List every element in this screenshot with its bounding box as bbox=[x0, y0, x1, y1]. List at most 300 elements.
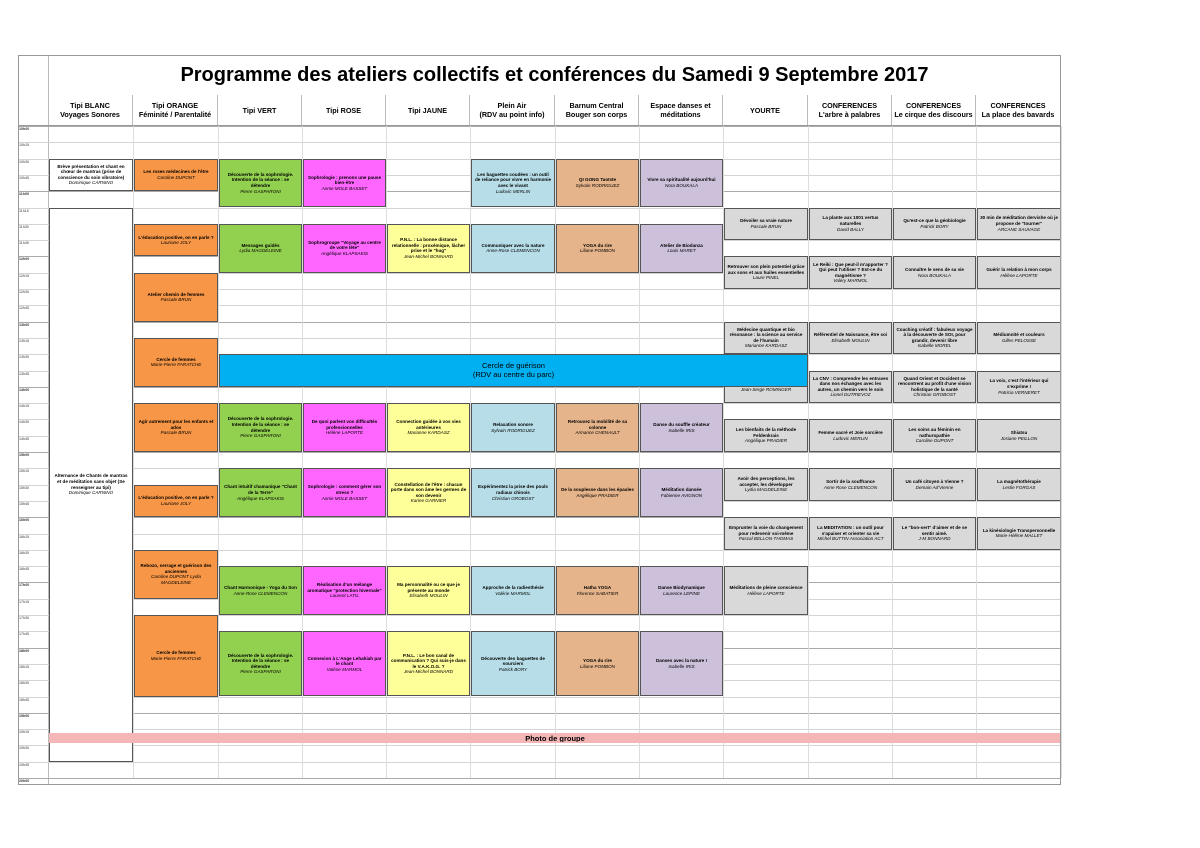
activity-title: Ma personnalité ou ce que je présente au monde bbox=[397, 582, 460, 593]
time-label: 14h30 bbox=[19, 420, 29, 425]
activity-presenter: Anne Rose CLEMENCON bbox=[823, 484, 878, 490]
time-label: 14h00 bbox=[19, 387, 30, 392]
activity-presenter: Karine GARNIER bbox=[410, 498, 447, 504]
activity-presenter: Pierre GASPARONI bbox=[240, 669, 281, 675]
activity-title: Relaxation sonore bbox=[493, 421, 533, 427]
activity-presenter: Sylvain RODRIGUEZ bbox=[575, 183, 620, 189]
healing-circle-banner[interactable] bbox=[219, 354, 808, 387]
activity-title: Chant Harmonique - Yoga du Son bbox=[224, 584, 297, 590]
activity-block[interactable] bbox=[977, 208, 1061, 241]
activity-presenter: Angélique KLAPSAKIS bbox=[321, 251, 368, 257]
activity-presenter: Leslie FORGAS bbox=[1002, 484, 1036, 490]
activity-presenter: Pascale BRUN bbox=[750, 223, 782, 229]
activity-title: La plante aux 1001 vertus naturelles bbox=[822, 215, 879, 226]
time-label: 19h15 bbox=[19, 730, 29, 735]
activity-title: QI GONG Taoïste bbox=[578, 177, 617, 183]
activity-presenter: Christian GROBOST bbox=[913, 392, 956, 398]
time-label: 10h30 bbox=[19, 159, 29, 164]
activity-block[interactable] bbox=[724, 256, 808, 289]
activity-block[interactable] bbox=[556, 631, 639, 696]
activity-block[interactable] bbox=[556, 566, 639, 615]
activity-presenter: Nora BOUKALA bbox=[918, 272, 951, 278]
column-header-line1: Barnum Central bbox=[569, 101, 624, 110]
activity-block[interactable] bbox=[134, 159, 218, 192]
column-header bbox=[892, 95, 976, 125]
activity-presenter: Lauriane JOLY bbox=[160, 500, 192, 506]
activity-block[interactable] bbox=[893, 419, 976, 452]
time-label: 16h00 bbox=[19, 518, 30, 523]
column-header bbox=[723, 95, 808, 125]
activity-presenter: Laurence LEPINE bbox=[663, 590, 700, 596]
activity-presenter: Valéry MARMOL bbox=[833, 278, 868, 284]
time-label: 12h30 bbox=[19, 290, 29, 294]
activity-presenter: Jean-Michel BONNARD bbox=[403, 253, 453, 259]
activity-presenter: Pierre GASPARONI bbox=[240, 188, 281, 194]
grid-line bbox=[18, 713, 1061, 714]
activity-title: Médiumnité et couleurs bbox=[993, 332, 1045, 338]
time-label: 19h30 bbox=[19, 746, 29, 751]
activity-presenter: Elisabeth MOULIN bbox=[831, 337, 870, 343]
time-label: 13h00 bbox=[19, 322, 30, 327]
activity-presenter: Anne-Rose CLEMENCON bbox=[233, 590, 288, 596]
activity-presenter: Michel BUTTIN Association ACT bbox=[817, 536, 884, 542]
activity-presenter: Dominique CARNINO bbox=[68, 180, 114, 186]
activity-block[interactable] bbox=[977, 322, 1061, 355]
activity-title: 30 min de méditation dervishe où je propose de "tourner" bbox=[980, 215, 1058, 226]
activity-block[interactable] bbox=[556, 224, 639, 273]
activity-title: Rebozo, serrage et guérison des anciennes bbox=[140, 563, 212, 574]
activity-block[interactable] bbox=[809, 322, 892, 355]
activity-title: Atelier chemin de femmes bbox=[147, 291, 205, 297]
activity-title: L'éducation positive, on en parle ? bbox=[138, 234, 214, 240]
activity-presenter: Valérie MARMOL bbox=[495, 590, 531, 596]
activity-presenter: Hélène LAPORTE bbox=[747, 590, 785, 596]
activity-title: Danses avec la nature ! bbox=[655, 658, 708, 664]
grid-line bbox=[18, 126, 1061, 127]
activity-title: La MEDITATION : un outil pour s'apaiser et orienter sa vie bbox=[817, 525, 884, 536]
activity-presenter: Lauriane JOLY bbox=[160, 240, 192, 246]
time-label: 10h15 bbox=[19, 143, 29, 148]
time-label: 16h15 bbox=[19, 534, 29, 539]
activity-block[interactable] bbox=[219, 224, 302, 273]
column-header-line2: L'arbre à palabres bbox=[818, 110, 881, 119]
activity-block[interactable] bbox=[219, 631, 302, 696]
activity-block[interactable] bbox=[809, 208, 892, 241]
time-label: 15h45 bbox=[19, 501, 29, 506]
time-label: 11h30 bbox=[19, 224, 29, 229]
activity-title: Réalisation d'un mélange aromatique "protection hivernale" bbox=[307, 582, 382, 593]
activity-block[interactable] bbox=[219, 468, 302, 517]
activity-block[interactable] bbox=[303, 403, 386, 452]
activity-block[interactable] bbox=[977, 517, 1061, 550]
time-label: 11h15 bbox=[19, 208, 29, 213]
column-header-line1: Espace danses et bbox=[650, 101, 711, 110]
activity-block[interactable] bbox=[387, 566, 470, 615]
activity-block[interactable] bbox=[49, 208, 133, 762]
column-header bbox=[386, 95, 470, 125]
activity-presenter: Pascale BRUN bbox=[160, 430, 192, 436]
activity-block[interactable] bbox=[387, 403, 470, 452]
activity-title: Danse Biodynamique bbox=[658, 584, 705, 590]
activity-presenter: Laurent LATIL bbox=[330, 593, 359, 599]
column-header-line2: (RDV au point info) bbox=[479, 110, 545, 119]
activity-presenter: Marianne KARDASZ bbox=[744, 343, 788, 349]
activity-presenter: Louis MARET bbox=[667, 248, 696, 254]
time-label: 19h45 bbox=[19, 762, 29, 767]
column-header-line2: La place des bavards bbox=[981, 110, 1055, 119]
activity-title: Shiatsu bbox=[1010, 430, 1028, 436]
column-header bbox=[302, 95, 386, 125]
activity-block[interactable] bbox=[49, 159, 133, 192]
column-header bbox=[555, 95, 639, 125]
activity-title: Hatha YOGA bbox=[583, 584, 612, 590]
activity-title: Sophrologie : prenons une pause bien-être bbox=[308, 174, 381, 186]
activity-block[interactable] bbox=[387, 631, 470, 696]
activity-title: Danse du souffle créateur bbox=[653, 421, 710, 427]
activity-title: Messages guidés bbox=[241, 242, 280, 248]
column-header-line1: CONFERENCES bbox=[990, 101, 1046, 110]
activity-block[interactable] bbox=[640, 631, 723, 696]
activity-title: Chant intuitif chamanique "Chant de la Terre" bbox=[224, 484, 297, 495]
time-label: 13h15 bbox=[19, 338, 29, 343]
activity-block[interactable] bbox=[893, 208, 976, 241]
activity-block[interactable] bbox=[471, 403, 555, 452]
activity-block[interactable] bbox=[219, 566, 302, 615]
time-label: 12h00 bbox=[19, 257, 30, 262]
activity-title: Découverte de la sophrologie. Intention de la séance : se détendre bbox=[227, 416, 294, 433]
activity-presenter: Marie-Hélène MALLET bbox=[995, 533, 1043, 539]
time-label: 17h15 bbox=[19, 599, 29, 604]
activity-block[interactable] bbox=[640, 468, 723, 517]
activity-block[interactable] bbox=[134, 403, 218, 452]
activity-block[interactable] bbox=[893, 322, 976, 355]
time-label: 16h30 bbox=[19, 550, 29, 555]
activity-presenter: Caroline DUPONT bbox=[157, 174, 195, 180]
activity-block[interactable] bbox=[724, 419, 808, 452]
time-label: 18h30 bbox=[19, 681, 29, 686]
activity-presenter: Jean-Michel BONNARD bbox=[403, 669, 453, 675]
column-header-line1: Tipi VERT bbox=[242, 105, 277, 115]
activity-title: La voix, c'est l'intérieur qui s'exprime ! bbox=[989, 378, 1049, 389]
activity-title: Un café citoyen à Vienne ? bbox=[905, 479, 964, 484]
activity-block[interactable] bbox=[640, 159, 723, 208]
activity-title: Brève présentation et chant en chœur de mantras (prise de conscience du soin vibratoire) bbox=[57, 163, 125, 180]
activity-block[interactable] bbox=[977, 419, 1061, 452]
activity-block[interactable] bbox=[640, 224, 723, 273]
activity-presenter: David BALLY bbox=[837, 226, 864, 232]
activity-block[interactable] bbox=[303, 159, 386, 208]
activity-presenter: Isabelle IRIS bbox=[668, 427, 695, 433]
activity-block[interactable] bbox=[134, 338, 218, 387]
activity-block[interactable] bbox=[556, 468, 639, 517]
activity-title: Méditation dansée bbox=[661, 487, 702, 493]
activity-block[interactable] bbox=[893, 256, 976, 289]
activity-presenter: Isabelle MOREL bbox=[917, 343, 952, 349]
activity-title: Vivre sa spiritualité aujourd'hui bbox=[647, 177, 716, 183]
activity-block[interactable] bbox=[303, 468, 386, 517]
activity-presenter: Fabienne AVIGNON bbox=[660, 492, 703, 498]
activity-title: Dévoiler sa vraie nature bbox=[740, 218, 792, 224]
activity-title: Découverte de la sophrologie. Intention de la séance : se détendre bbox=[227, 652, 294, 669]
activity-title: Les roses médecines de l'être bbox=[143, 169, 209, 175]
time-label: 13h30 bbox=[19, 355, 29, 360]
activity-block[interactable] bbox=[724, 322, 808, 355]
activity-presenter: Christian GROBOST bbox=[491, 495, 535, 501]
activity-presenter: Ludovic MERLIN bbox=[833, 435, 868, 441]
activity-block[interactable] bbox=[134, 615, 218, 697]
activity-title: Médecine quantique et bio résonance : la science au service de l'humain bbox=[729, 326, 803, 343]
activity-block[interactable] bbox=[893, 468, 976, 501]
activity-block[interactable] bbox=[809, 371, 892, 404]
activity-title: Cercle de femmes bbox=[156, 356, 196, 362]
time-label: 15h15 bbox=[19, 469, 29, 474]
activity-block[interactable] bbox=[471, 224, 555, 273]
activity-title: De quoi parlent vos difficultés professionnelles bbox=[311, 419, 378, 430]
time-label: 18h45 bbox=[19, 697, 29, 702]
activity-presenter: Laure PINEL bbox=[752, 275, 780, 281]
activity-title: Sortir de la souffrance bbox=[826, 479, 875, 484]
activity-title: Agir autrement pour les enfants et ados bbox=[138, 419, 214, 430]
time-label: 12h45 bbox=[19, 306, 29, 311]
activity-title: P.N.L. : La bonne distance relationnelle : proxémique, lâcher prise et le "hug" bbox=[391, 237, 466, 254]
activity-block[interactable] bbox=[977, 468, 1061, 501]
activity-title: Sophrogroupe "Voyage au centre de votre tête" bbox=[308, 239, 381, 251]
column-header-line1: Tipi ORANGE bbox=[151, 101, 199, 110]
activity-title: P.N.L. : Le bon canal de communication ? Qui suis-je dans le V.A.K.O.G. ? bbox=[391, 652, 466, 669]
time-label: 16h45 bbox=[19, 567, 29, 572]
time-label: 11h45 bbox=[19, 241, 29, 246]
activity-presenter: Isabelle IRIS bbox=[668, 663, 695, 669]
activity-presenter: Nora BOUKALA bbox=[665, 183, 698, 189]
time-label: 15h00 bbox=[19, 453, 30, 457]
activity-title: Approche de la radiesthésie bbox=[482, 584, 544, 590]
activity-title: Sophrologie : comment gérer son stress ? bbox=[307, 484, 382, 495]
activity-block[interactable] bbox=[724, 468, 808, 501]
column-header bbox=[133, 95, 218, 125]
activity-presenter: Angélique KLAPSAKIS bbox=[237, 495, 284, 501]
time-label: 12h15 bbox=[19, 273, 29, 278]
activity-block[interactable] bbox=[219, 159, 302, 208]
grid-line bbox=[18, 745, 1061, 746]
column-header bbox=[48, 95, 133, 125]
activity-title: Constellation de l'être : chacun porte dans son âme les germes de son devenir bbox=[390, 481, 467, 498]
activity-presenter: Liliane POMBON bbox=[580, 663, 615, 669]
column-header-line2: Bouger son corps bbox=[565, 110, 628, 119]
activity-block[interactable] bbox=[134, 273, 218, 322]
time-label: 18h15 bbox=[19, 664, 29, 669]
activity-title: L'éducation positive, on en parle ? bbox=[138, 495, 214, 501]
activity-presenter: Patrick BORY bbox=[498, 666, 528, 672]
time-label: 11h00 bbox=[19, 192, 29, 197]
activity-block[interactable] bbox=[977, 371, 1061, 404]
time-label: 14h45 bbox=[19, 436, 29, 441]
activity-presenter: Angélique PRADIER bbox=[744, 438, 788, 444]
activity-presenter: ARCANE SAUVAGE bbox=[997, 226, 1041, 232]
activity-presenter: Dominique CARNINO bbox=[68, 490, 114, 496]
activity-title: Retrouvez la mobilité de sa colonne bbox=[567, 419, 628, 430]
activity-title: Le "bon-sert" d'aimer et de se sentir aimé. bbox=[901, 525, 968, 536]
column-header-line2: Féminité / Parentalité bbox=[138, 110, 212, 119]
activity-block[interactable] bbox=[724, 566, 808, 615]
activity-presenter: Marie-Pierre FARATCHE bbox=[150, 362, 202, 368]
activity-presenter: Annie MOLE BASSET bbox=[321, 185, 368, 191]
activity-presenter: Demain Ad'Vienne bbox=[915, 484, 954, 490]
activity-title: Femme sacré et Joie sorcière bbox=[818, 430, 883, 436]
column-header-line1: CONFERENCES bbox=[821, 101, 878, 110]
activity-block[interactable] bbox=[640, 566, 723, 615]
activity-block[interactable] bbox=[471, 159, 555, 208]
activity-title: Les bienfaits de la méthode Feldenkrais bbox=[735, 427, 797, 438]
activity-presenter: Florence SABATIER bbox=[576, 590, 619, 596]
activity-block[interactable] bbox=[387, 468, 470, 517]
activity-title: Connection guidée à vos vies antérieures bbox=[396, 419, 461, 430]
activity-presenter: Armance CHENAULT bbox=[575, 430, 620, 436]
activity-block[interactable] bbox=[893, 371, 976, 404]
activity-block[interactable] bbox=[809, 517, 892, 550]
activity-block[interactable] bbox=[724, 517, 808, 550]
activity-block[interactable] bbox=[809, 256, 892, 289]
activity-title: La kinésiologie Transpersonnelle bbox=[982, 527, 1056, 533]
column-header bbox=[808, 95, 892, 125]
activity-block[interactable] bbox=[471, 468, 555, 517]
activity-block[interactable] bbox=[471, 566, 555, 615]
activity-block[interactable] bbox=[471, 631, 555, 696]
time-label: 19h00 bbox=[19, 713, 30, 718]
activity-presenter: Gilles PELOSSE bbox=[1001, 337, 1037, 343]
banner-subtitle: (RDV au centre du parc) bbox=[472, 370, 555, 380]
activity-presenter: Marianne KARDASZ bbox=[407, 430, 450, 436]
time-label: 17h30 bbox=[19, 616, 29, 620]
activity-presenter: Jean-Serge ROMINGER bbox=[740, 386, 792, 392]
activity-title: Communiquer avec la nature bbox=[481, 242, 545, 248]
activity-presenter: Anne-Rose CLEMENCON bbox=[486, 248, 540, 254]
column-header-line1: YOURTE bbox=[750, 105, 780, 115]
activity-title: Les soins au féminin en nathuropathie bbox=[908, 427, 961, 438]
activity-title: Découverte des baguettes de sourciers bbox=[481, 655, 545, 667]
activity-title: Coaching créatif : fabuleux voyage à la découverte de SOI, pour grandir, devenir libre bbox=[896, 326, 973, 343]
column-header bbox=[470, 95, 555, 125]
activity-title: Atelier de Biodanza bbox=[660, 242, 703, 248]
activity-presenter: Patricia VERNERET bbox=[998, 389, 1040, 395]
column-header-line2: Voyages Sonores bbox=[60, 110, 120, 119]
activity-presenter: Hélène LAPORTE bbox=[1000, 272, 1038, 278]
grid-line bbox=[18, 778, 1061, 779]
activity-presenter: Caroline DUPONT Lydia MAGDELEINE bbox=[151, 574, 201, 585]
activity-presenter: Sylvain RODRIGUEZ bbox=[491, 427, 535, 433]
activity-block[interactable] bbox=[640, 403, 723, 452]
activity-presenter: Annie MOLE BASSET bbox=[321, 495, 368, 501]
activity-title: Qu'est-ce que la géobiologie bbox=[903, 218, 966, 224]
column-header-line1: CONFERENCES bbox=[905, 101, 962, 110]
activity-title: YOGA du rire bbox=[583, 658, 612, 664]
activity-block[interactable] bbox=[219, 403, 302, 452]
activity-title: Découverte de la sophrologie. Intention de la séance : se détendre bbox=[227, 171, 294, 189]
activity-block[interactable] bbox=[977, 256, 1061, 289]
banner-title: Photo de groupe bbox=[525, 733, 585, 743]
activity-block[interactable] bbox=[556, 403, 639, 452]
activity-title: Référentiel de Naissance, être soi bbox=[813, 332, 888, 338]
activity-title: La magnétothérapie bbox=[997, 479, 1041, 484]
activity-title: Connaître le sens de sa vie bbox=[905, 267, 964, 273]
activity-presenter: Josiane PEILLON bbox=[1000, 435, 1038, 441]
activity-block[interactable] bbox=[809, 468, 892, 501]
column-divider bbox=[1061, 126, 1062, 778]
activity-block[interactable] bbox=[303, 224, 386, 273]
activity-title: Avoir des perceptions, les accepter, les développer bbox=[737, 476, 795, 487]
time-label: 15h30 bbox=[19, 485, 29, 490]
page-title: Programme des ateliers collectifs et conférences du Samedi 9 Septembre 2017 bbox=[180, 63, 929, 86]
activity-title: Alternance de Chants de mantras et de méditation sans objet (Se renseigner au tipi) bbox=[54, 473, 128, 490]
activity-presenter: Lionel DUTRIEVOZ bbox=[830, 392, 871, 398]
activity-presenter: Valérie MARMOL bbox=[326, 666, 363, 672]
activity-title: Méditations de pleine conscience bbox=[729, 584, 803, 590]
activity-presenter: Angélique PRADIER bbox=[576, 492, 619, 498]
activity-presenter: Hélène LAPORTE bbox=[325, 430, 364, 436]
activity-block[interactable] bbox=[303, 631, 386, 696]
banner-title: Cercle de guérison bbox=[482, 361, 545, 371]
group-photo-banner[interactable] bbox=[49, 733, 1061, 743]
activity-block[interactable] bbox=[134, 485, 218, 518]
activity-block[interactable] bbox=[724, 208, 808, 241]
column-header bbox=[976, 95, 1061, 125]
activity-title: La CNV : Comprendre les entraves dans nos échanges avec les autres, un chemin vers le soin bbox=[812, 375, 889, 392]
activity-presenter: Caroline DUPONT bbox=[915, 438, 954, 444]
time-label: 17h00 bbox=[19, 583, 30, 588]
column-header bbox=[639, 95, 723, 125]
time-label: 10h00 bbox=[19, 127, 30, 131]
column-header bbox=[218, 95, 302, 125]
grid-line bbox=[18, 452, 1061, 453]
activity-title: Expérimentez la prise des pouls radiaux chinois bbox=[478, 484, 548, 495]
time-label: 20h00 bbox=[19, 779, 30, 783]
activity-presenter: Lydia MAGDELEINE bbox=[239, 248, 282, 254]
activity-block[interactable] bbox=[303, 566, 386, 615]
activity-presenter: Elisabeth MOULIN bbox=[409, 593, 448, 599]
activity-title: De la souplesse dans les épaules bbox=[561, 487, 634, 493]
column-header-line1: Plein Air bbox=[497, 101, 527, 110]
activity-block[interactable] bbox=[134, 224, 218, 257]
activity-presenter: Marie-Pierre FARATCHE bbox=[150, 655, 202, 661]
activity-presenter: Pierre GASPARONI bbox=[240, 433, 281, 439]
activity-block[interactable] bbox=[556, 159, 639, 208]
activity-title: YOGA du rire bbox=[583, 242, 612, 248]
activity-title: Retrouver son plein potentiel grâce aux sons et aux huiles essentielles bbox=[727, 264, 805, 275]
column-header-line2: méditations bbox=[660, 110, 701, 119]
activity-presenter: Ludovic MERLIN bbox=[495, 188, 531, 194]
activity-block[interactable] bbox=[387, 224, 470, 273]
activity-block[interactable] bbox=[134, 550, 218, 599]
time-label: 14h15 bbox=[19, 404, 29, 409]
activity-title: Le Reiki : Que peut-il m'apporter ? Qui peut l'utiliser ? Est-ce du magnétisme ? bbox=[813, 261, 888, 278]
grid-line bbox=[18, 697, 1061, 698]
activity-title: Emprunter la voie du changement pour redevenir soi-même bbox=[728, 525, 804, 536]
activity-title: Cercle de femmes bbox=[156, 650, 196, 656]
activity-title: Guérir la relation à mon corps bbox=[986, 267, 1052, 273]
column-header-line1: Tipi BLANC bbox=[70, 101, 110, 110]
time-label: 13h45 bbox=[19, 371, 29, 376]
activity-block[interactable] bbox=[809, 419, 892, 452]
activity-title: Les baguettes coudées : un outil de reliance pour vivre en harmonie avec le vivant bbox=[474, 171, 552, 189]
grid-line bbox=[18, 729, 1061, 730]
activity-presenter: Patrick BORY bbox=[920, 223, 949, 229]
column-header-line1: Tipi ROSE bbox=[325, 105, 361, 115]
grid-line bbox=[18, 142, 1061, 143]
activity-block[interactable] bbox=[893, 517, 976, 550]
activity-title: Quand Orient et Occident se rencontrent au profit d'une vision holistique de la santé bbox=[897, 375, 972, 392]
activity-presenter: Pascale BRUN bbox=[160, 297, 192, 303]
activity-title: Connexion à L'Ange Lehahiah par le chant bbox=[307, 655, 382, 667]
time-label: 17h45 bbox=[19, 632, 29, 637]
